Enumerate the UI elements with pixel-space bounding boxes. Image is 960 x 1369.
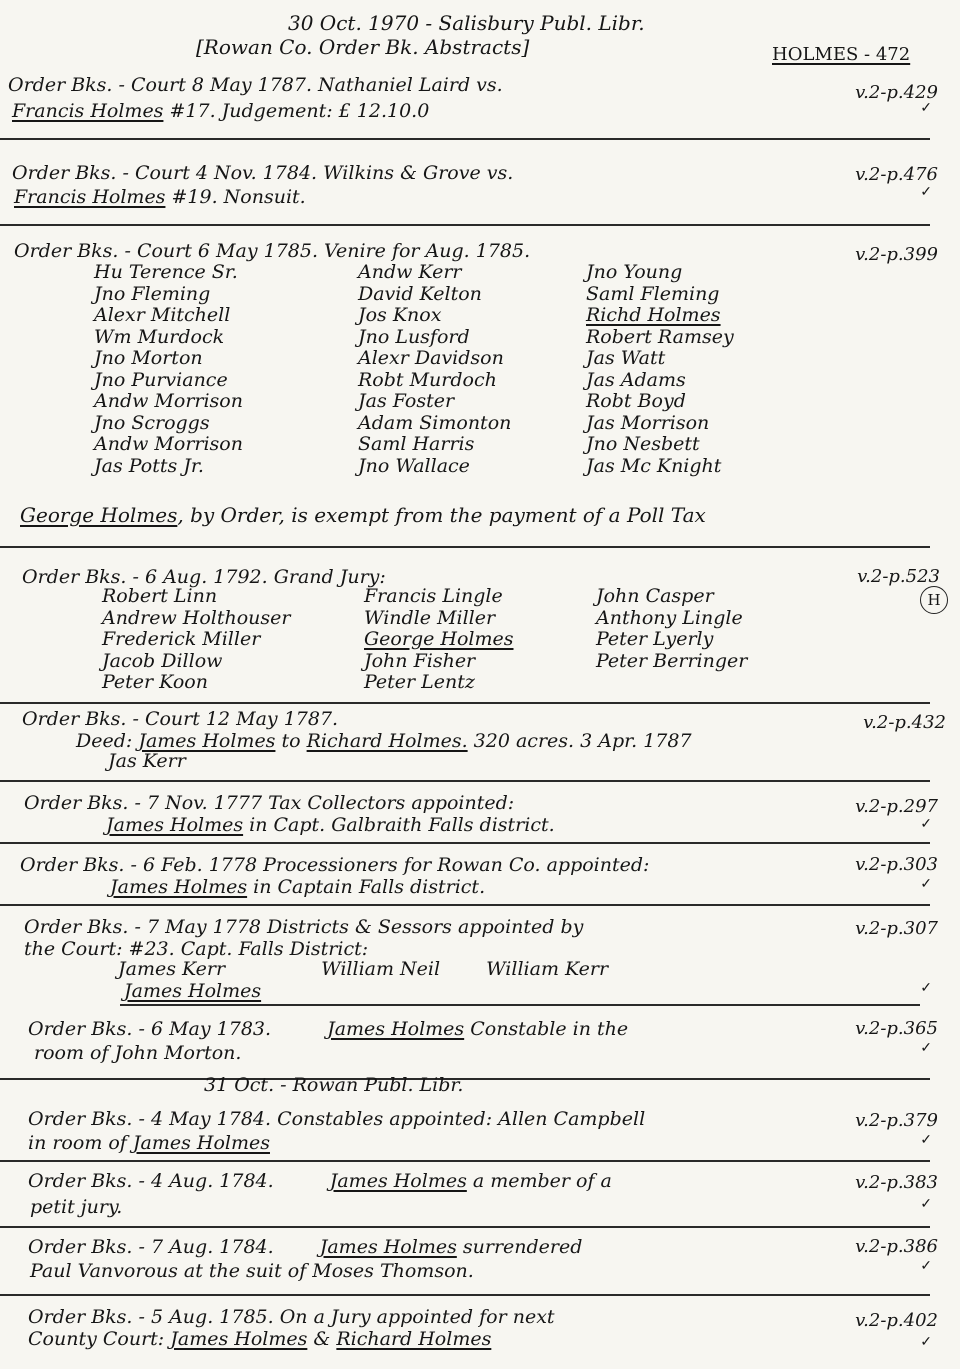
assessor-name: James Kerr	[118, 958, 226, 980]
juror-name: Robert Linn	[102, 585, 218, 607]
check-mark: ✓	[920, 980, 932, 996]
juror-name: Windle Miller	[364, 606, 496, 629]
check-mark: ✓	[920, 100, 932, 116]
entry-6-line2	[110, 876, 485, 898]
divider	[0, 138, 930, 140]
juror-name: Jas Morrison	[586, 411, 710, 434]
juror-name: Jas Mc Knight	[586, 454, 722, 477]
entry-11-text: Order Bks. - 7 Aug. 1784.	[28, 1236, 274, 1258]
entry-0-rest: #17. Judgement: £ 12.10.0	[169, 100, 430, 122]
juror-name: Anthony Lingle	[596, 606, 743, 629]
entry-3-line1: Order Bks. - 6 Aug. 1792. Grand Jury:	[22, 566, 386, 588]
assessor-name: William Neil	[321, 958, 441, 980]
entry-8-ref: v.2-p.365	[855, 1018, 938, 1039]
header-line-1: 30 Oct. 1970 - Salisbury Publ. Libr.	[288, 11, 645, 35]
poll-tax-note	[20, 504, 706, 526]
juror-name: Francis Lingle	[364, 585, 503, 607]
holmes-name: James Holmes	[110, 876, 248, 898]
entry-0-line1: Order Bks. - Court 8 May 1787. Nathaniel Laird vs.	[8, 74, 503, 96]
deed-to: to	[281, 730, 301, 752]
holmes-name: James Holmes	[319, 1236, 457, 1258]
entry-1-ref: v.2-p.476	[855, 164, 938, 185]
juror-name: Jno Young	[586, 261, 683, 283]
juror-name: Saml Fleming	[586, 282, 720, 305]
juror-name: Andw Morrison	[94, 433, 243, 455]
juror-name: Wm Murdock	[94, 325, 225, 348]
juror-name: Jno Lusford	[358, 325, 470, 348]
header-tag: HOLMES - 472	[772, 44, 911, 65]
entry-7-line1: Order Bks. - 7 May 1778 Districts & Sessors appointed by	[24, 916, 584, 938]
ampersand: &	[313, 1328, 331, 1350]
holmes-name: James Holmes	[327, 1018, 465, 1040]
entry-4-line2	[76, 730, 692, 752]
entry-5-line1: Order Bks. - 7 Nov. 1777 Tax Collectors appointed:	[24, 792, 515, 814]
entry-12-ref: v.2-p.402	[855, 1310, 938, 1331]
entry-3-ref: v.2-p.523	[857, 566, 940, 587]
divider	[0, 1226, 930, 1228]
entry-7-names	[118, 958, 608, 980]
entry-11-ref: v.2-p.386	[855, 1236, 938, 1257]
juror-name: Peter Lentz	[364, 671, 475, 693]
entry-0-line2	[12, 100, 429, 122]
entry-9-line2	[28, 1132, 270, 1154]
entry-12-line1: Order Bks. - 5 Aug. 1785. On a Jury appointed for next	[28, 1306, 555, 1328]
juror-name: Jos Knox	[358, 304, 442, 326]
juror-name: Peter Berringer	[596, 649, 748, 672]
juror-name: Andw Morrison	[94, 390, 243, 412]
juror-name: Robert Ramsey	[586, 325, 734, 348]
holmes-name: James Holmes	[124, 980, 262, 1002]
divider	[0, 224, 930, 226]
check-mark: ✓	[920, 184, 932, 200]
juror-name: Jacob Dillow	[102, 649, 223, 672]
divider	[0, 546, 930, 548]
entry-12-pre: County Court:	[28, 1328, 165, 1350]
juror-name: Alexr Davidson	[358, 347, 504, 369]
juror-name: Jno Scroggs	[94, 411, 210, 434]
entry-11-line1	[28, 1236, 582, 1258]
check-mark: ✓	[920, 1334, 932, 1350]
entry-1-line2	[14, 186, 306, 208]
deed-details: 320 acres. 3 Apr. 1787	[473, 730, 692, 752]
juror-name: John Fisher	[364, 649, 476, 672]
juror-name: Jno Fleming	[94, 282, 211, 305]
entry-10-line2: petit jury.	[30, 1196, 123, 1218]
poll-tax-text: , by Order, is exempt from the payment of a Poll Tax	[177, 503, 706, 527]
juror-name-holmes: Richd Holmes	[586, 304, 721, 326]
holmes-name: James Holmes	[329, 1170, 467, 1192]
juror-name: Jno Purviance	[94, 368, 228, 391]
juror-name: Frederick Miller	[102, 628, 261, 650]
entry-10-text: Order Bks. - 4 Aug. 1784.	[28, 1170, 274, 1192]
entry-5-line2	[106, 814, 555, 836]
juror-name-holmes: George Holmes	[364, 628, 514, 650]
entry-5-ref: v.2-p.297	[855, 796, 938, 817]
divider	[0, 702, 930, 704]
juror-name: Jno Morton	[94, 347, 203, 369]
juror-name: Alexr Mitchell	[94, 304, 231, 326]
holmes-name: Richard Holmes.	[306, 730, 468, 752]
holmes-name: James Holmes	[138, 730, 276, 752]
juror-name: David Kelton	[358, 282, 482, 305]
header-line-2: [Rowan Co. Order Bk. Abstracts]	[196, 35, 530, 59]
holmes-name: Richard Holmes	[336, 1328, 492, 1350]
entry-7-ref: v.2-p.307	[855, 918, 938, 939]
entry-1-line1: Order Bks. - Court 4 Nov. 1784. Wilkins & Grove vs.	[12, 162, 514, 184]
entry-7-line2: the Court: #23. Capt. Falls District:	[24, 938, 369, 960]
deed-label: Deed:	[76, 730, 133, 752]
holmes-name: James Holmes	[170, 1328, 308, 1350]
entry-6-rest: in Captain Falls district.	[253, 876, 486, 898]
entry-10-ref: v.2-p.383	[855, 1172, 938, 1193]
entry-11-line2: Paul Vanvorous at the suit of Moses Thomson.	[30, 1260, 474, 1282]
juror-name: Adam Simonton	[358, 411, 512, 434]
holmes-name: Francis Holmes	[14, 186, 166, 208]
venire-col-1	[94, 262, 243, 477]
entry-2-ref: v.2-p.399	[855, 244, 938, 265]
entry-6-line1: Order Bks. - 6 Feb. 1778 Processioners for Rowan Co. appointed:	[20, 854, 650, 876]
entry-0-ref: v.2-p.429	[855, 82, 938, 103]
juror-name: Andw Kerr	[358, 261, 462, 283]
divider	[0, 842, 930, 844]
divider	[120, 1004, 920, 1006]
juror-name: Saml Harris	[358, 433, 475, 455]
divider	[0, 1294, 930, 1296]
entry-12-line2	[28, 1328, 491, 1350]
entry-2-line1: Order Bks. - Court 6 May 1785. Venire for Aug. 1785.	[14, 240, 531, 262]
entry-6-ref: v.2-p.303	[855, 854, 938, 875]
juror-name: Peter Lyerly	[596, 628, 714, 650]
juror-name: Robt Boyd	[586, 390, 686, 412]
divider	[0, 780, 930, 782]
entry-4-ref: v.2-p.432	[863, 712, 946, 733]
juror-name: Jno Nesbett	[586, 433, 700, 455]
holmes-name: James Holmes	[132, 1132, 270, 1154]
juror-name: Jas Foster	[358, 390, 455, 412]
holmes-badge: H	[920, 586, 948, 614]
mid-header: 31 Oct. - Rowan Publ. Libr.	[204, 1074, 464, 1096]
entry-9-line1: Order Bks. - 4 May 1784. Constables appointed: Allen Campbell	[28, 1108, 646, 1130]
entry-10-rest: a member of a	[472, 1170, 612, 1192]
grandjury-col-3	[596, 586, 747, 672]
juror-name: Peter Koon	[102, 671, 208, 693]
juror-name: Robt Murdoch	[358, 368, 497, 391]
entry-9-ref: v.2-p.379	[855, 1110, 938, 1131]
divider	[0, 904, 930, 906]
check-mark: ✓	[920, 816, 932, 832]
check-mark: ✓	[920, 1196, 932, 1212]
assessor-name: William Kerr	[486, 958, 609, 980]
venire-col-3	[586, 262, 734, 477]
check-mark: ✓	[920, 1258, 932, 1274]
check-mark: ✓	[920, 1132, 932, 1148]
entry-9-pre: in room of	[28, 1132, 127, 1154]
entry-4-line1: Order Bks. - Court 12 May 1787.	[22, 708, 339, 730]
entry-10-line1	[28, 1170, 612, 1192]
entry-8-line1	[28, 1018, 628, 1040]
divider	[0, 1078, 930, 1080]
grandjury-col-1	[102, 586, 290, 694]
juror-name: Jno Wallace	[358, 454, 470, 477]
juror-name: Jas Potts Jr.	[94, 454, 204, 477]
entry-5-rest: in Capt. Galbraith Falls district.	[249, 814, 555, 836]
entry-8-line2: room of John Morton.	[34, 1042, 242, 1064]
holmes-name: George Holmes	[20, 503, 178, 527]
divider	[0, 1160, 930, 1162]
holmes-name: James Holmes	[106, 814, 244, 836]
entry-8-text: Order Bks. - 6 May 1783.	[28, 1018, 272, 1040]
juror-name: Andrew Holthouser	[102, 606, 291, 629]
juror-name: John Casper	[596, 585, 714, 607]
check-mark: ✓	[920, 876, 932, 892]
entry-8-rest: Constable in the	[470, 1018, 629, 1040]
check-mark: ✓	[920, 1040, 932, 1056]
juror-name: Jas Adams	[586, 368, 686, 391]
grandjury-col-2	[364, 586, 514, 694]
venire-col-2	[358, 262, 511, 477]
juror-name: Hu Terence Sr.	[94, 261, 238, 283]
entry-11-rest: surrendered	[462, 1236, 583, 1258]
juror-name: Jas Watt	[586, 347, 666, 369]
holmes-name: Francis Holmes	[12, 100, 164, 122]
entry-4-line3: Jas Kerr	[108, 750, 186, 772]
entry-1-rest: #19. Nonsuit.	[171, 186, 306, 208]
